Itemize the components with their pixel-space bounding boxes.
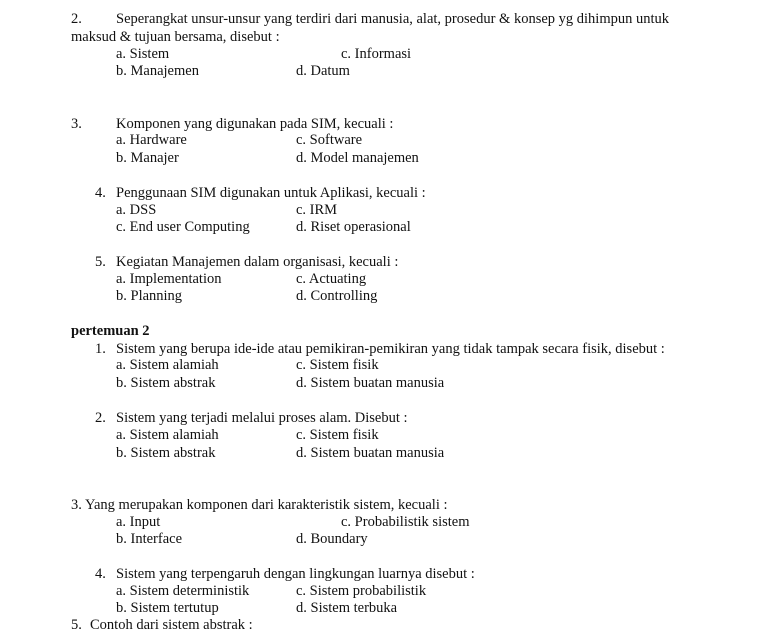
option-d: d. Sistem buatan manusia [296, 375, 445, 391]
option-a: a. Sistem alamiah [116, 427, 219, 443]
question-text: Sistem yang terpengaruh dengan lingkungan luarnya disebut : [116, 566, 475, 582]
option-b: b. Sistem abstrak [116, 445, 216, 461]
question-text: Penggunaan SIM digunakan untuk Aplikasi, kecuali : [116, 185, 426, 201]
option-a: a. Hardware [116, 132, 187, 148]
option-a: a. Sistem alamiah [116, 357, 219, 373]
question-number: 3. [71, 116, 82, 132]
question-number: 4. [95, 185, 106, 201]
option-b: b. Sistem tertutup [116, 600, 219, 616]
option-c: c. Informasi [341, 46, 412, 62]
question-text: Sistem yang berupa ide-ide atau pemikiran-pemikiran yang tidak tampak secara fisik, disebut : [116, 341, 665, 357]
option-c: c. Sistem fisik [296, 357, 379, 373]
question-text: Komponen yang digunakan pada SIM, kecuali : [116, 116, 394, 132]
option-a: a. DSS [116, 202, 157, 218]
question-number: 1. [95, 341, 106, 357]
option-b: b. Planning [116, 288, 183, 304]
option-c: c. Sistem probabilistik [296, 583, 427, 599]
question-text: 3. Yang merupakan komponen dari karakteristik sistem, kecuali : [71, 497, 448, 513]
option-b: b. Sistem abstrak [116, 375, 216, 391]
option-b: b. Interface [116, 531, 183, 547]
question-number: 5. [71, 617, 82, 633]
question-text-continued: maksud & tujuan bersama, disebut : [71, 29, 280, 45]
option-b: c. End user Computing [116, 219, 250, 235]
option-d: d. Sistem terbuka [296, 600, 398, 616]
option-b: b. Manajer [116, 150, 179, 166]
question-text: Contoh dari sistem abstrak : [90, 617, 253, 633]
option-c: c. Actuating [296, 271, 367, 287]
section-heading: pertemuan 2 [71, 323, 150, 339]
option-c: c. Probabilistik sistem [341, 514, 470, 530]
option-d: d. Model manajemen [296, 150, 419, 166]
option-a: a. Input [116, 514, 161, 530]
option-d: d. Datum [296, 63, 350, 79]
question-text: Kegiatan Manajemen dalam organisasi, kecuali : [116, 254, 399, 270]
option-d: d. Riset operasional [296, 219, 411, 235]
option-c: c. Sistem fisik [296, 427, 379, 443]
question-number: 4. [95, 566, 106, 582]
option-d: d. Sistem buatan manusia [296, 445, 445, 461]
option-b: b. Manajemen [116, 63, 199, 79]
question-number: 2. [95, 410, 106, 426]
option-a: a. Sistem [116, 46, 170, 62]
option-d: d. Boundary [296, 531, 368, 547]
option-a: a. Sistem deterministik [116, 583, 250, 599]
question-number: 5. [95, 254, 106, 270]
option-a: a. Implementation [116, 271, 222, 287]
question-number: 2. [71, 11, 82, 27]
question-text: Seperangkat unsur-unsur yang terdiri dari manusia, alat, prosedur & konsep yg dihimpun untuk [116, 11, 670, 27]
option-c: c. IRM [296, 202, 338, 218]
option-d: d. Controlling [296, 288, 378, 304]
question-text: Sistem yang terjadi melalui proses alam. Disebut : [116, 410, 408, 426]
option-c: c. Software [296, 132, 363, 148]
